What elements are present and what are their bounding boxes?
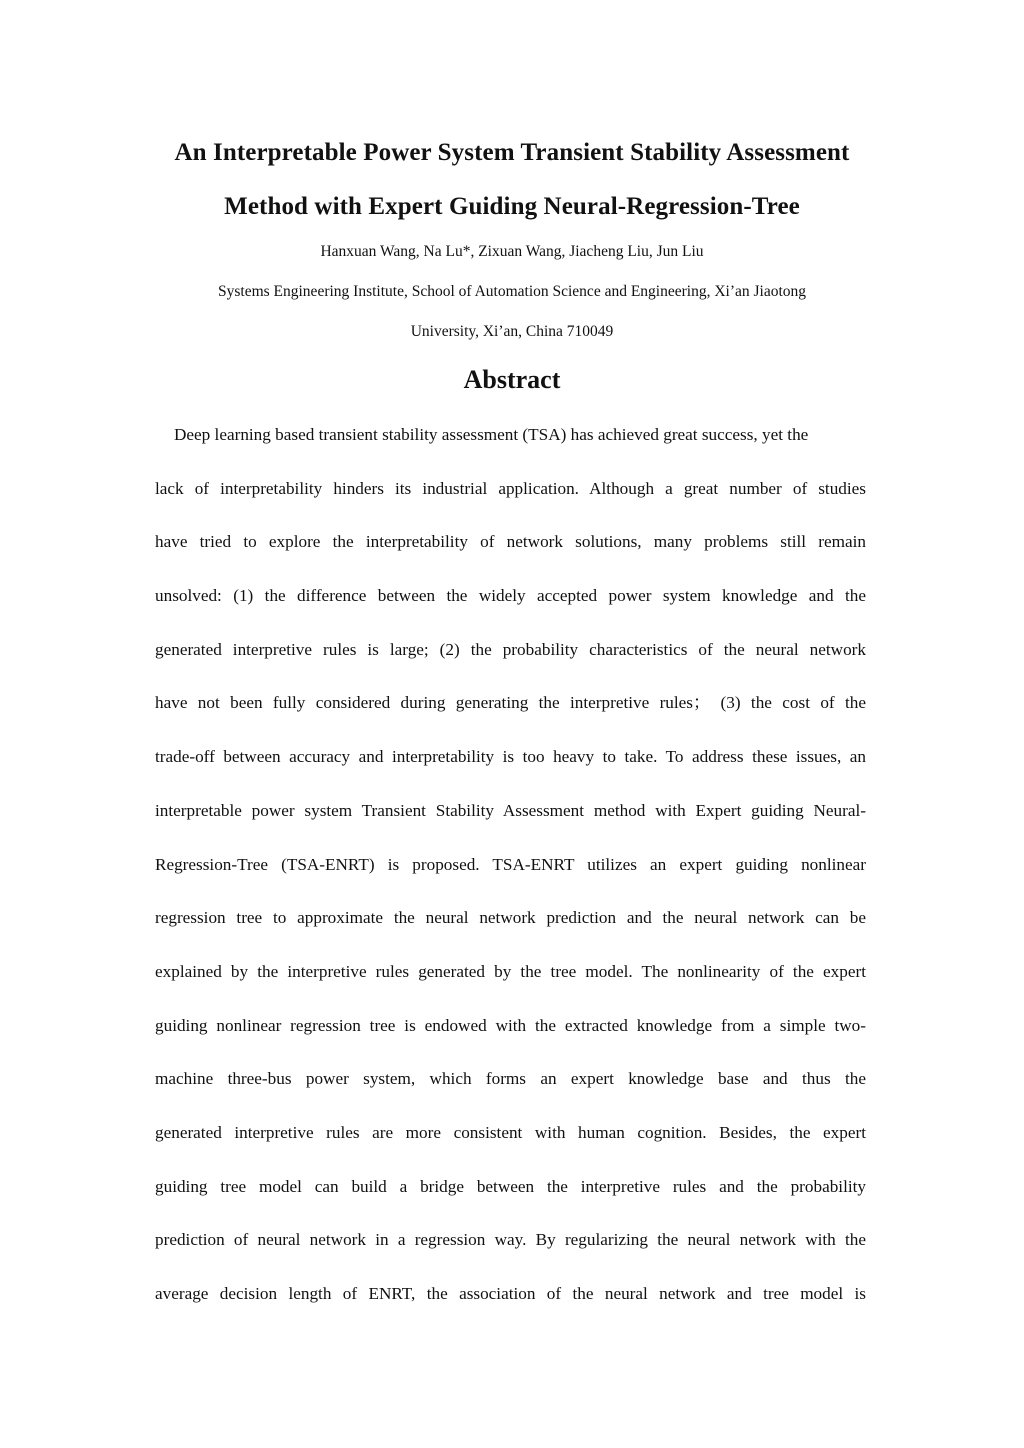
abstract-line: generated interpretive rules is large; (2) the probability characteristics of the neural network: [155, 639, 866, 659]
abstract-line: guiding tree model can build a bridge between the interpretive rules and the probability: [155, 1176, 866, 1196]
abstract-line: prediction of neural network in a regression way. By regularizing the neural network with the: [155, 1230, 866, 1250]
abstract-line: explained by the interpretive rules generated by the tree model. The nonlinearity of the expert: [155, 961, 866, 981]
abstract-line: lack of interpretability hinders its industrial application. Although a great number of studies: [155, 478, 866, 498]
abstract-line: average decision length of ENRT, the association of the neural network and tree model is: [155, 1284, 866, 1303]
abstract-body: [155, 421, 866, 1334]
abstract-line: have tried to explore the interpretability of network solutions, many problems still remain: [155, 532, 866, 552]
paper-title-line-1: An Interpretable Power System Transient Stability Assessment: [174, 139, 850, 166]
abstract-line: Regression-Tree (TSA-ENRT) is proposed. TSA-ENRT utilizes an expert guiding nonlinear: [155, 854, 866, 874]
abstract-line: Deep learning based transient stability assessment (TSA) has achieved great success, yet the: [174, 425, 809, 444]
author-list: Hanxuan Wang, Na Lu*, Zixuan Wang, Jiacheng Liu, Jun Liu: [320, 243, 704, 260]
abstract-line: regression tree to approximate the neural network prediction and the neural network can be: [155, 908, 866, 928]
abstract-line: have not been fully considered during generating the interpretive rules； (3) the cost of the: [155, 693, 866, 713]
abstract-line: generated interpretive rules are more consistent with human cognition. Besides, the expert: [155, 1122, 866, 1142]
abstract-line: unsolved: (1) the difference between the widely accepted power system knowledge and the: [155, 586, 866, 606]
abstract-heading: Abstract: [463, 365, 561, 394]
abstract-line: interpretable power system Transient Stability Assessment method with Expert guiding Neural-: [155, 800, 866, 820]
affiliation-line-2: University, Xi’an, China 710049: [410, 323, 614, 340]
abstract-line: trade-off between accuracy and interpretability is too heavy to take. To address these issues, an: [155, 747, 866, 767]
abstract-line: machine three-bus power system, which forms an expert knowledge base and thus the: [155, 1069, 866, 1089]
abstract-line: guiding nonlinear regression tree is endowed with the extracted knowledge from a simple two-: [155, 1015, 866, 1035]
affiliation-line-1: Systems Engineering Institute, School of Automation Science and Engineering, Xi’an Jiaotong: [217, 283, 807, 300]
paper-title-line-2: Method with Expert Guiding Neural-Regression-Tree: [224, 193, 800, 220]
